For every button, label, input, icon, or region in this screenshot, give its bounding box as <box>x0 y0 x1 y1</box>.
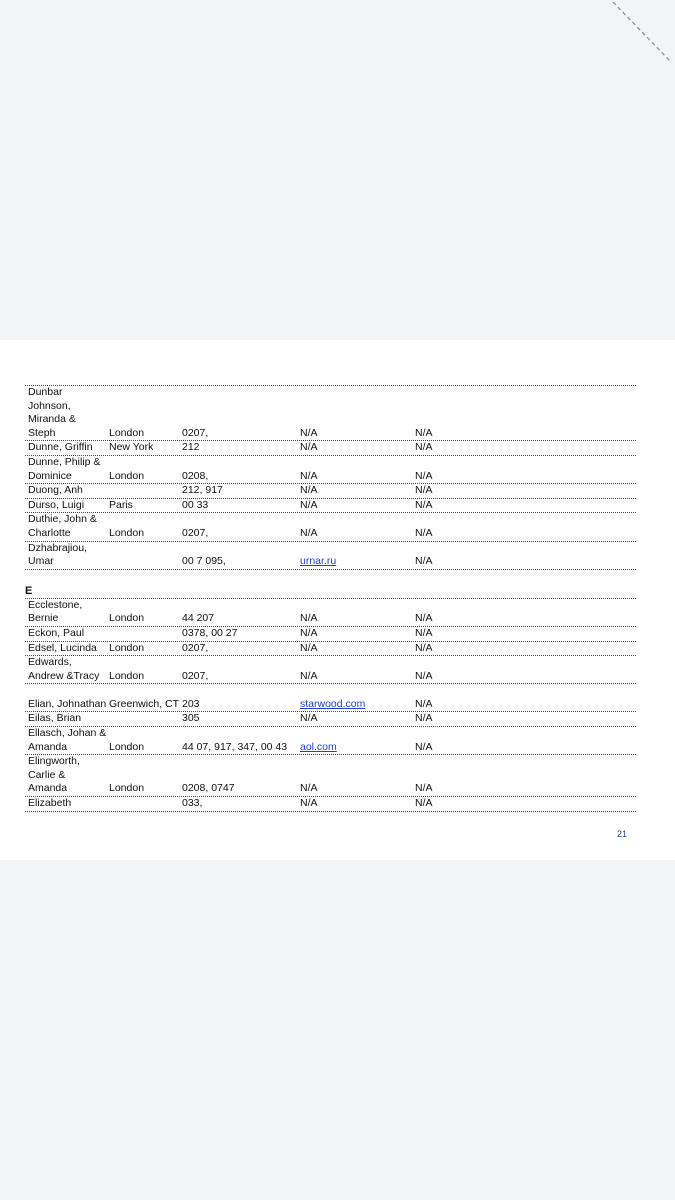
contact-name-line: Bernie <box>28 612 59 625</box>
contact-name <box>28 484 108 498</box>
contact-name <box>28 656 108 683</box>
table-row <box>25 641 636 656</box>
contact-name-line: Edwards, <box>28 656 72 669</box>
contact-phone: 00 33 <box>182 498 209 511</box>
contact-extra: N/A <box>415 555 433 568</box>
contact-website: N/A <box>300 626 318 639</box>
contact-name-line: Dzhabrajiou, <box>28 541 87 554</box>
contact-extra: N/A <box>415 612 433 625</box>
contact-name-line: Edsel, Lucinda <box>28 641 97 654</box>
group-d <box>25 385 636 570</box>
contact-phone: 203 <box>182 697 200 710</box>
table-row <box>25 512 636 540</box>
contact-name-line: Dominice <box>28 469 72 482</box>
contact-website: N/A <box>300 641 318 654</box>
contact-name-line: Johnson, <box>28 399 71 412</box>
contact-website: N/A <box>300 612 318 625</box>
table-row <box>25 683 636 711</box>
contact-city: Paris <box>109 498 133 511</box>
contact-phone: 0207, <box>182 526 209 539</box>
section-heading-e: E <box>25 584 33 597</box>
contact-name-line: Elingworth, <box>28 755 80 768</box>
contact-phone: 0378, 00 27 <box>182 626 238 639</box>
group-e <box>25 598 636 812</box>
contact-name-line: Steph <box>28 426 56 439</box>
contact-website: N/A <box>300 441 318 454</box>
contact-name-line: Eckon, Paul <box>28 626 85 639</box>
contact-city: London <box>109 782 145 795</box>
contact-extra: N/A <box>415 626 433 639</box>
page-number: 21 <box>617 829 628 839</box>
contact-extra: N/A <box>415 526 433 539</box>
table-row <box>25 626 636 641</box>
contact-extra: N/A <box>415 740 433 753</box>
table-row <box>25 385 636 440</box>
contact-name-line: Eilas, Brian <box>28 712 82 725</box>
contact-name <box>28 755 108 796</box>
contact-phone: 0208, 0747 <box>182 782 235 795</box>
contact-city: London <box>109 612 145 625</box>
table-row <box>25 455 636 483</box>
contact-name-line: Amanda <box>28 782 68 795</box>
table-row <box>25 498 636 513</box>
contact-name <box>28 684 108 711</box>
contact-name <box>28 712 108 726</box>
contact-name <box>28 456 108 483</box>
contact-city: London <box>109 469 145 482</box>
contact-phone: 0207, <box>182 641 209 654</box>
contact-phone: 0207, <box>182 669 209 682</box>
contact-name <box>28 599 108 626</box>
contact-name <box>28 627 108 641</box>
contact-name <box>28 542 108 569</box>
contact-name <box>28 642 108 656</box>
contact-name-line: Duong, Anh <box>28 484 83 497</box>
table-row <box>25 754 636 796</box>
contact-name-line: Dunne, Griffin <box>28 441 93 454</box>
contact-phone: 305 <box>182 712 200 725</box>
contact-name <box>28 797 108 811</box>
contact-name-line: Ecclestone, <box>28 598 83 611</box>
contact-city: London <box>109 426 145 439</box>
contact-phone: 44 07, 917, 347, 00 43 <box>182 740 288 753</box>
contact-name-line: Duthie, John & <box>28 513 97 526</box>
contact-extra: N/A <box>415 441 433 454</box>
table-row <box>25 655 636 683</box>
contact-website[interactable]: starwood.com <box>300 697 366 710</box>
page-corner-fold-decoration <box>595 0 675 70</box>
table-row <box>25 440 636 455</box>
contact-extra: N/A <box>415 797 433 810</box>
contact-name-line: Miranda & <box>28 413 76 426</box>
contact-phone: 212 <box>182 441 200 454</box>
contact-extra: N/A <box>415 697 433 710</box>
contact-phone: 033, <box>182 797 203 810</box>
contact-name-line: Charlotte <box>28 526 71 539</box>
contact-website: N/A <box>300 797 318 810</box>
contact-website: N/A <box>300 469 318 482</box>
contact-extra: N/A <box>415 469 433 482</box>
contact-name-line: Elizabeth <box>28 797 72 810</box>
contact-extra: N/A <box>415 669 433 682</box>
contact-name-line: Ellasch, Johan & <box>28 727 107 740</box>
table-row <box>25 726 636 754</box>
contact-name <box>28 499 108 513</box>
contact-website: N/A <box>300 782 318 795</box>
contact-name <box>28 441 108 455</box>
contact-name <box>28 386 108 440</box>
contact-phone: 212, 917 <box>182 484 223 497</box>
table-row <box>25 796 636 812</box>
contact-extra: N/A <box>415 426 433 439</box>
contact-website: N/A <box>300 669 318 682</box>
table-row <box>25 541 636 570</box>
contact-name-line: Elian, Johnathan <box>28 697 107 710</box>
contact-city: London <box>109 526 145 539</box>
contact-name-line: Durso, Luigi <box>28 498 85 511</box>
contact-name <box>28 727 108 754</box>
contact-extra: N/A <box>415 484 433 497</box>
contact-extra: N/A <box>415 782 433 795</box>
contact-website: N/A <box>300 526 318 539</box>
contact-name-line: Dunbar <box>28 386 63 398</box>
contact-name-line: Andrew &Tracy <box>28 669 100 682</box>
contact-city: New York <box>109 441 154 454</box>
contact-name-line: Carlie & <box>28 768 66 781</box>
contact-phone: 00 7 095, <box>182 555 226 568</box>
table-row <box>25 711 636 726</box>
contact-city: London <box>109 740 145 753</box>
contact-name <box>28 513 108 540</box>
contact-website: N/A <box>300 498 318 511</box>
contact-city: London <box>109 641 145 654</box>
table-row <box>25 483 636 498</box>
table-row <box>25 598 636 626</box>
contact-phone: 0207, <box>182 426 209 439</box>
contact-phone: 0208, <box>182 469 209 482</box>
contact-website: N/A <box>300 712 318 725</box>
contact-website: N/A <box>300 484 318 497</box>
contact-extra: N/A <box>415 712 433 725</box>
contact-city: Greenwich, CT <box>109 697 180 710</box>
contact-phone: 44 207 <box>182 612 215 625</box>
contact-website[interactable]: aol.com <box>300 740 337 753</box>
contact-extra: N/A <box>415 498 433 511</box>
contact-name-line: Umar <box>28 555 54 568</box>
contact-name-line <box>28 684 108 698</box>
contact-extra: N/A <box>415 641 433 654</box>
contact-website[interactable]: urnar.ru <box>300 555 337 568</box>
contact-name-line: Amanda <box>28 740 68 753</box>
contact-table <box>25 385 636 812</box>
contact-website: N/A <box>300 426 318 439</box>
contact-city: London <box>109 669 145 682</box>
contact-name-line: Dunne, Philip & <box>28 455 101 468</box>
